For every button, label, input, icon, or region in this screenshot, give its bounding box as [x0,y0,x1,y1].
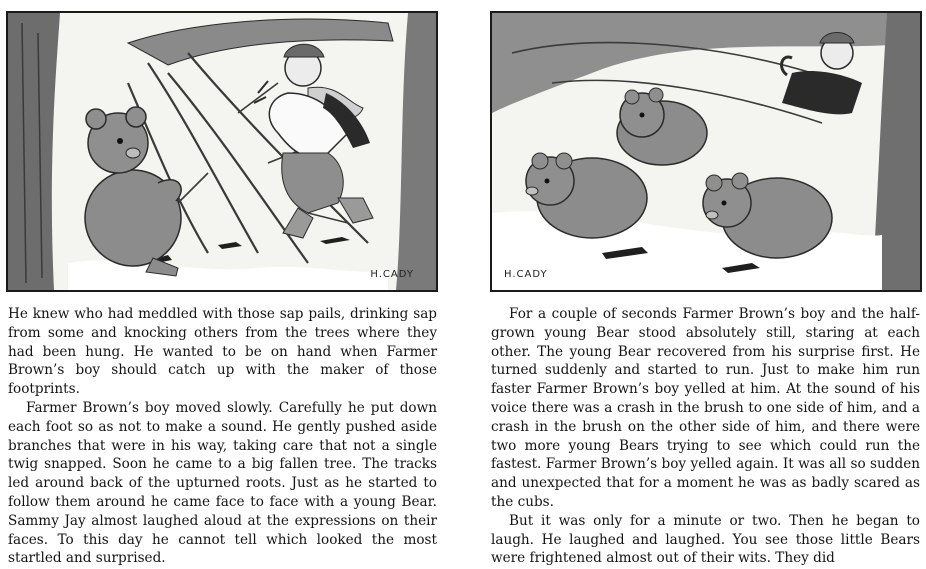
right-illustration-drawing [492,13,920,290]
paragraph: But it was only for a minute or two. Then he began to laugh. He laughed and laughed. You see those little Bears were frightened almost out of their wits. They did [491,512,920,567]
left-illustration-drawing [8,13,436,290]
paragraph: He knew who had meddled with those sap pails, drinking sap from some and knocking others from the trees where they had been hung. He wanted to be on hand when Farmer Brown’s boy should catch up with the maker of those footprints. [8,306,437,398]
illustrator-signature-left: H.CADY [370,269,414,280]
illustration-boy-meets-bear [6,11,438,292]
paragraph: Farmer Brown’s boy moved slowly. Carefully he put down each foot so as not to make a sound. He gently pushed aside branches that were in his way, taking care that not a single twig snapped. Soon he came to a big fallen tree. The tracks led around back of the upturned roots. Just as he started to follow them around he came face to face with a young Bear. Sammy Jay almost laughed aloud at the expressions on their faces. To this day he cannot tell which looked the most startled and surprised. [8,399,437,567]
tree-trunk-left [8,13,60,290]
illustration-cubs-running [490,11,922,292]
text-column-right [491,305,920,568]
illustrator-signature-right: H.CADY [504,269,548,280]
text-column-left [8,305,437,568]
paragraph: For a couple of seconds Farmer Brown’s boy and the half-grown young Bear stood absolutely still, staring at each other. The young Bear recovered from his surprise first. He turned suddenly and started to run. Just to make him run faster Farmer Brown’s boy yelled at him. At the sound of his voice there was a crash in the brush to one side of him, and a crash in the brush on the other side of him, and there were two more young Bears trying to see which could run the fastest. Farmer Brown’s boy yelled again. It was all so sudden and unexpected that for a moment he was as badly scared as the cubs. [491,306,920,510]
